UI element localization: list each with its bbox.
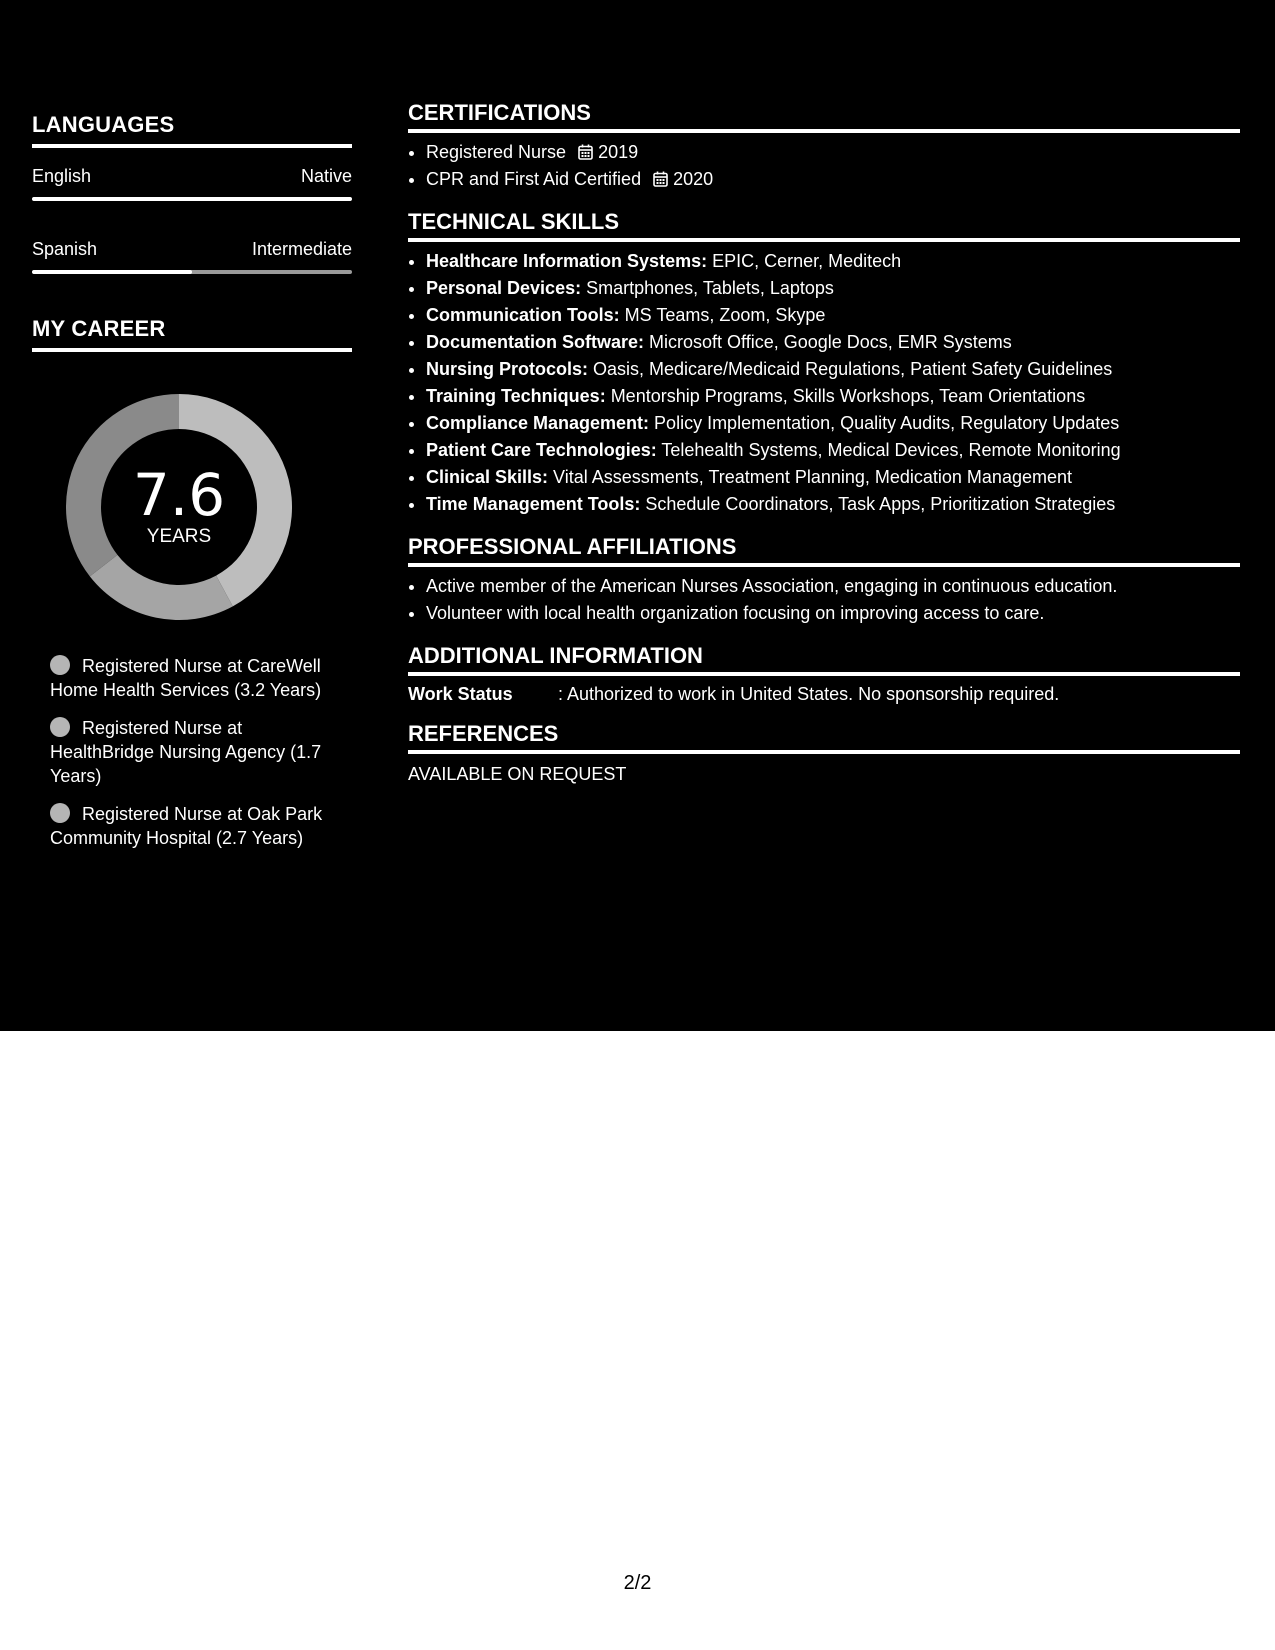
career-section — [32, 316, 352, 850]
language-level: Native — [300, 166, 352, 186]
skill-item — [426, 410, 1240, 437]
language-item — [32, 166, 352, 201]
skill-label: Documentation Software: — [426, 332, 645, 352]
skill-item — [426, 302, 1240, 329]
skill-item — [426, 437, 1240, 464]
language-proficiency-fill — [32, 270, 192, 274]
skill-item — [426, 248, 1240, 275]
certification-item — [426, 166, 1240, 193]
language-level: Intermediate — [251, 239, 352, 259]
donut-center — [66, 394, 292, 620]
career-job-label: Registered Nurse at CareWell Home Health Services (3.2 Years) — [50, 656, 322, 700]
affiliation-item: • Volunteer with local health organization focusing on improving access to care. — [426, 600, 1240, 627]
skill-value: Smartphones, Tablets, Laptops — [581, 278, 834, 298]
certification-year: 2019 — [598, 142, 639, 162]
skill-item — [426, 491, 1240, 518]
career-title: MY CAREER — [32, 316, 352, 352]
language-item — [32, 239, 352, 274]
skill-item — [426, 329, 1240, 356]
skill-label: Compliance Management: — [426, 413, 650, 433]
languages-section — [32, 112, 352, 274]
certifications-section — [408, 100, 1240, 193]
skill-item — [426, 464, 1240, 491]
bullet-dot-icon — [50, 655, 70, 675]
language-name: Spanish — [32, 239, 98, 259]
page-number: 2/2 — [623, 1572, 652, 1594]
skill-value: Mentorship Programs, Skills Workshops, Team Orientations — [605, 386, 1086, 406]
affiliations-section — [408, 534, 1240, 627]
certification-name: CPR and First Aid Certified — [426, 169, 642, 189]
bullet-dot-icon — [50, 717, 70, 737]
certification-name: Registered Nurse — [426, 142, 567, 162]
certification-item — [426, 139, 1240, 166]
certifications-title: CERTIFICATIONS — [408, 100, 1240, 133]
references-section — [408, 721, 1240, 785]
language-proficiency-fill — [32, 197, 352, 201]
skill-value: Schedule Coordinators, Task Apps, Prioritization Strategies — [640, 494, 1116, 514]
language-proficiency-bar — [32, 197, 352, 201]
additional-info-section — [408, 643, 1240, 705]
certification-year: 2020 — [673, 169, 714, 189]
affiliations-list — [408, 573, 1240, 627]
career-total-value: 7.6 — [132, 461, 226, 529]
skill-label: Communication Tools: — [426, 305, 620, 325]
technical-skills-section — [408, 209, 1240, 518]
bullet-dot-icon — [50, 803, 70, 823]
skill-value: EPIC, Cerner, Meditech — [707, 251, 902, 271]
work-status-row — [408, 684, 1240, 705]
career-total-unit: YEARS — [146, 526, 212, 547]
skill-label: Healthcare Information Systems: — [426, 251, 708, 271]
skill-label: Training Techniques: — [426, 386, 606, 406]
career-job-item — [50, 716, 330, 788]
additional-info-title: ADDITIONAL INFORMATION — [408, 643, 1240, 676]
skill-value: Oasis, Medicare/Medicaid Regulations, Patient Safety Guidelines — [588, 359, 1113, 379]
affiliations-title: PROFESSIONAL AFFILIATIONS — [408, 534, 1240, 567]
career-job-list — [50, 654, 330, 850]
certifications-list — [408, 139, 1240, 193]
language-list — [32, 166, 352, 274]
skill-label: Time Management Tools: — [426, 494, 641, 514]
language-proficiency-bar — [32, 270, 352, 274]
languages-title: LANGUAGES — [32, 112, 352, 148]
skill-item — [426, 356, 1240, 383]
language-name: English — [32, 166, 92, 186]
skill-value: Policy Implementation, Quality Audits, Regulatory Updates — [649, 413, 1120, 433]
references-text: AVAILABLE ON REQUEST — [408, 764, 627, 784]
calendar-icon — [578, 144, 593, 160]
right-column — [408, 100, 1240, 801]
skill-item — [426, 275, 1240, 302]
skill-value: Vital Assessments, Treatment Planning, Medication Management — [548, 467, 1072, 487]
calendar-icon — [653, 171, 668, 187]
skill-value: MS Teams, Zoom, Skype — [619, 305, 826, 325]
affiliation-item: • Active member of the American Nurses Association, engaging in continuous education. — [426, 573, 1240, 600]
career-job-label: Registered Nurse at HealthBridge Nursing Agency (1.7 Years) — [50, 718, 322, 786]
skill-item — [426, 383, 1240, 410]
references-title: REFERENCES — [408, 721, 1240, 754]
work-status-label: Work Status — [408, 684, 513, 704]
technical-skills-title: TECHNICAL SKILLS — [408, 209, 1240, 242]
work-status-value: : Authorized to work in United States. No sponsorship required. — [558, 684, 1060, 704]
career-job-label: Registered Nurse at Oak Park Community Hospital (2.7 Years) — [50, 804, 323, 848]
career-job-item — [50, 654, 330, 702]
skill-value: Telehealth Systems, Medical Devices, Remote Monitoring — [656, 440, 1121, 460]
skill-value: Microsoft Office, Google Docs, EMR Systems — [644, 332, 1012, 352]
career-donut — [66, 394, 292, 620]
skill-label: Clinical Skills: — [426, 467, 549, 487]
skill-label: Personal Devices: — [426, 278, 582, 298]
left-column — [32, 112, 352, 864]
skill-label: Nursing Protocols: — [426, 359, 589, 379]
career-job-item — [50, 802, 330, 850]
skill-label: Patient Care Technologies: — [426, 440, 657, 460]
technical-skills-list — [408, 248, 1240, 518]
